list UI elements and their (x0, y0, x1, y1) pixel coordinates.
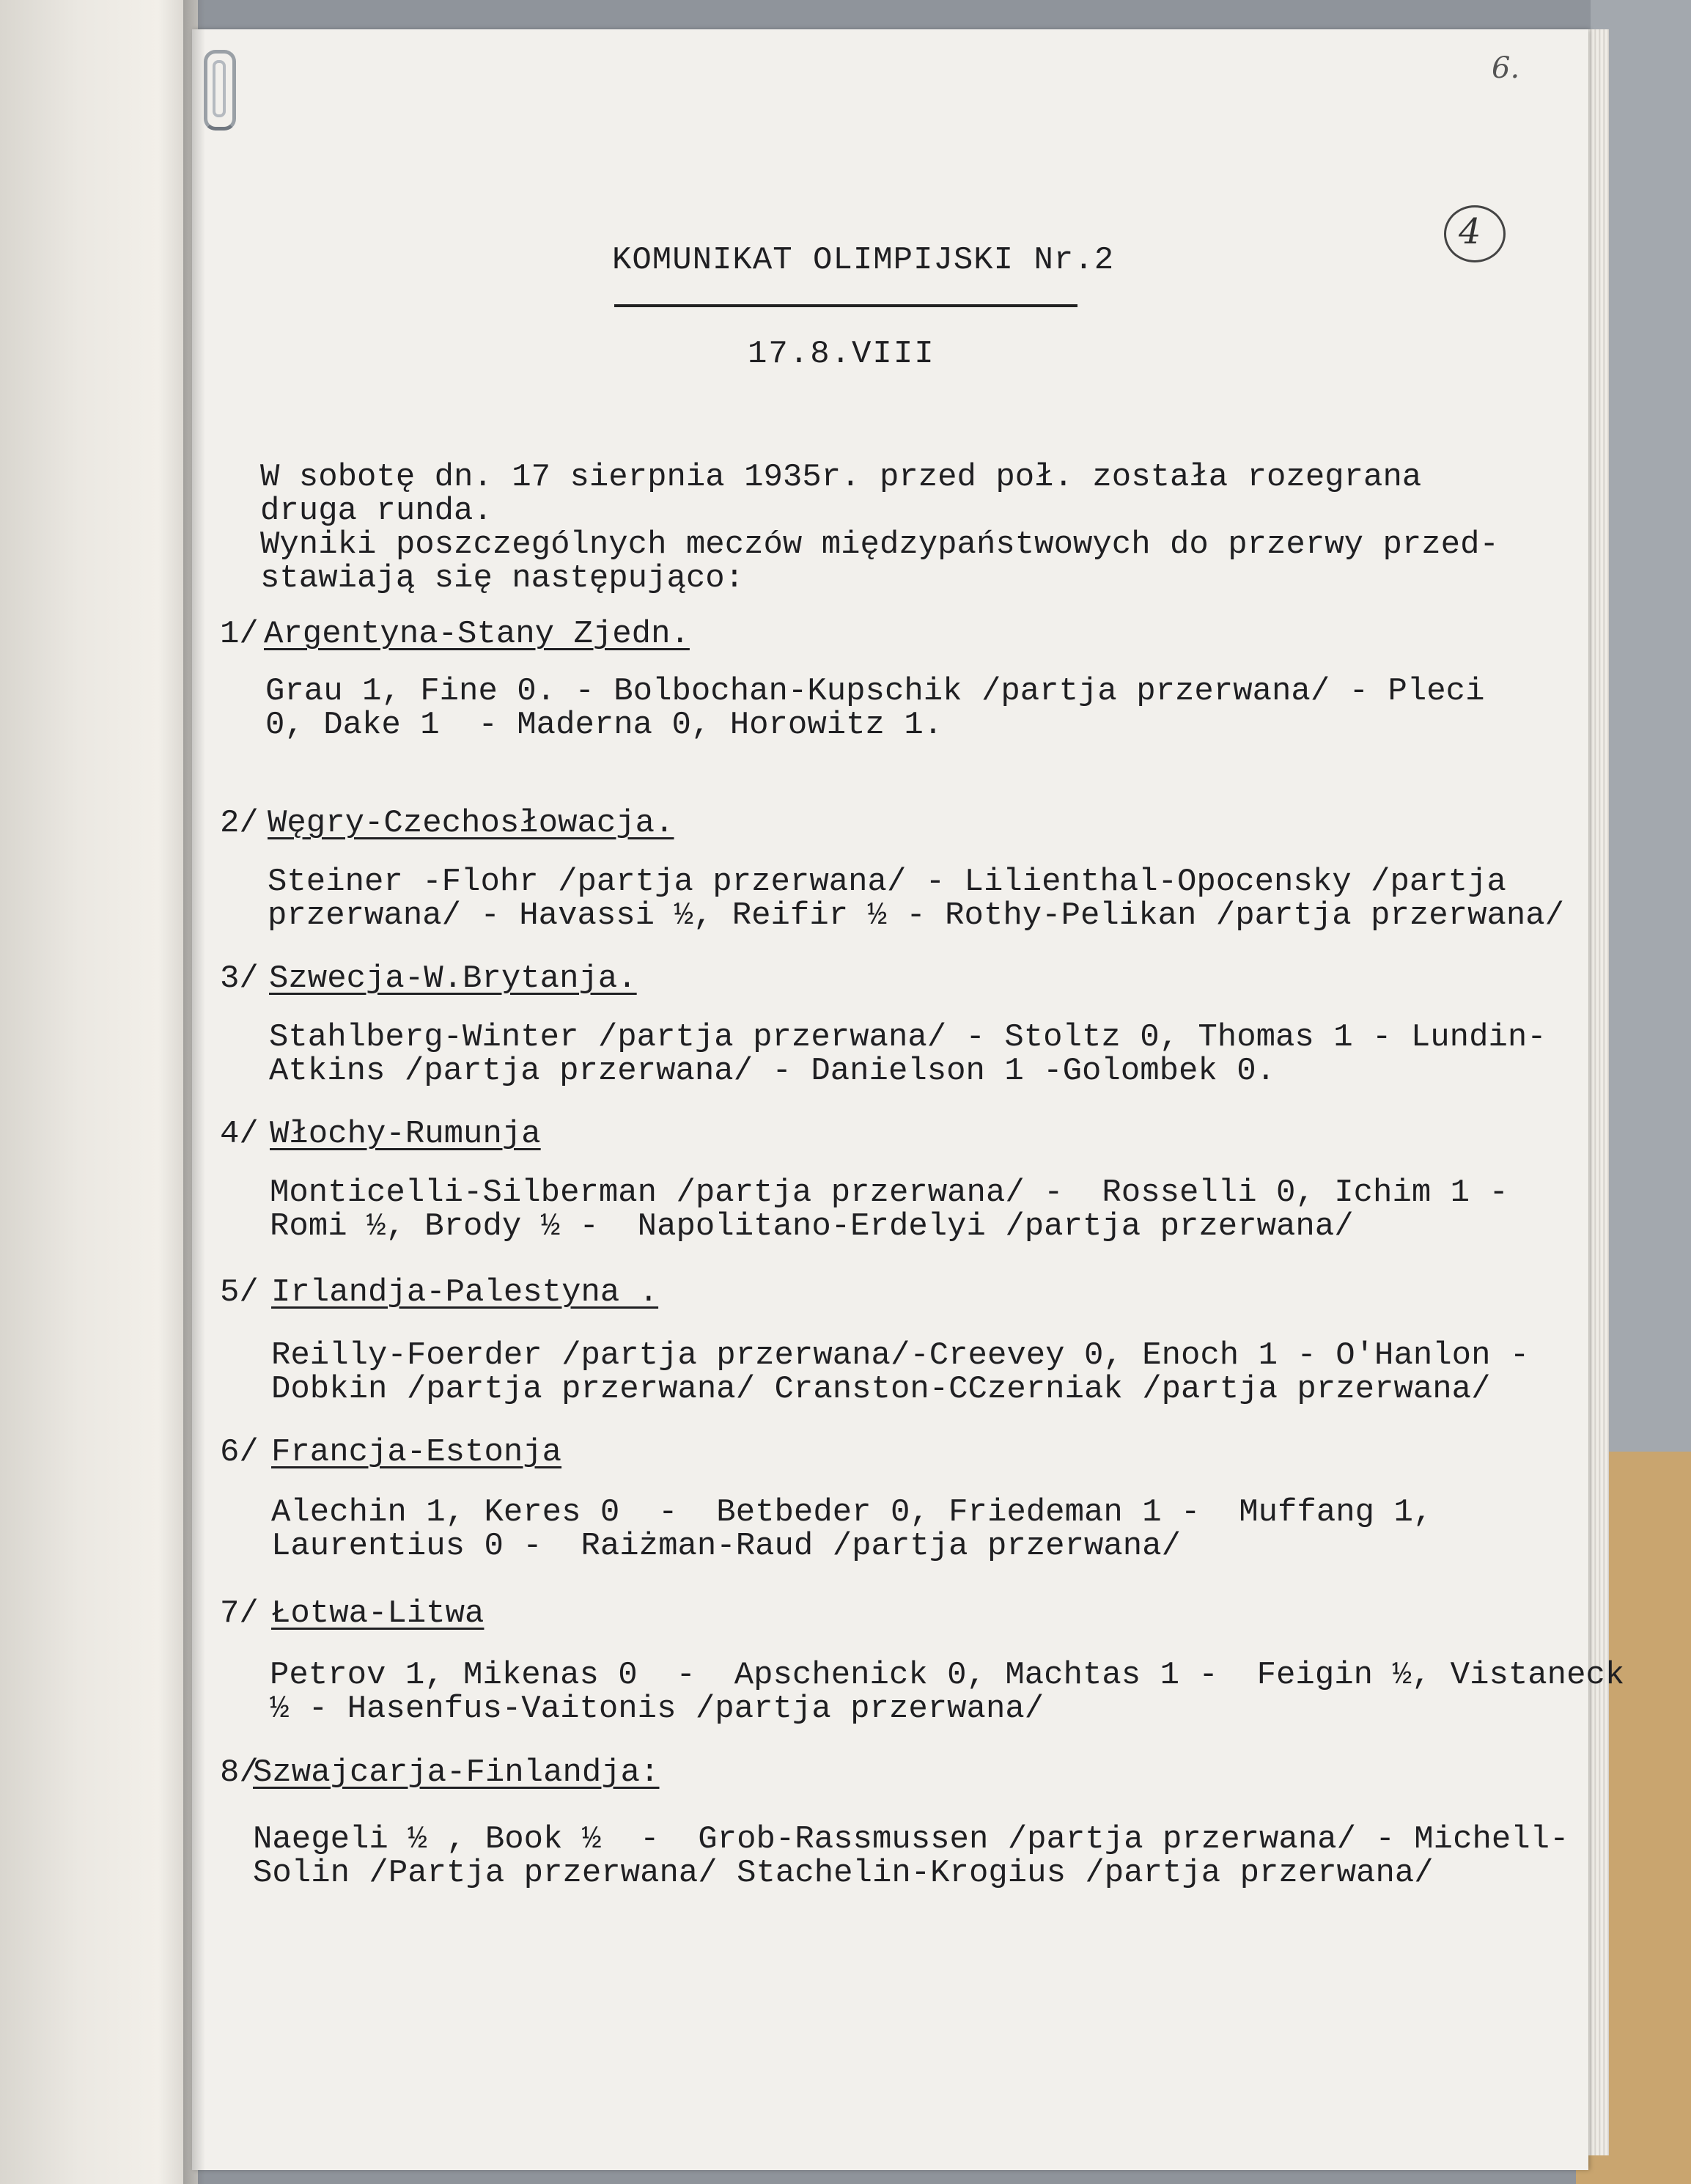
document-date: 17.8.VIII (748, 336, 935, 372)
match-number: 5/ (220, 1274, 259, 1311)
match-number: 2/ (220, 805, 259, 842)
match-number: 1/ (220, 616, 259, 652)
match-teams: Łotwa-Litwa (271, 1595, 485, 1632)
match-number: 7/ (220, 1595, 259, 1632)
intro-line: Wyniki poszczególnych meczów międzypaństwowych do przerwy przed- (260, 526, 1499, 563)
match-number: 6/ (220, 1434, 259, 1471)
match-teams: Szwecja-W.Brytanja. (269, 960, 637, 997)
match-result-line: Reilly-Foerder /partja przerwana/-Creevey 0, Enoch 1 - O'Hanlon - (271, 1337, 1530, 1374)
match-teams: Włochy-Rumunja (270, 1116, 541, 1152)
title-rule (614, 304, 1077, 307)
match-result-line: Atkins /partja przerwana/ - Danielson 1 -Golombek 0. (269, 1053, 1276, 1089)
paper-clip-inner (213, 60, 226, 117)
match-result-line: Laurentius 0 - Raiżman-Raud /partja przerwana/ (271, 1528, 1182, 1565)
page-number: 6. (1492, 51, 1520, 85)
match-teams: Irlandja-Palestyna . (271, 1274, 659, 1311)
match-number: 3/ (220, 960, 259, 997)
document-title: KOMUNIKAT OLIMPIJSKI Nr.2 (612, 242, 1115, 279)
match-result-line: Grau 1, Fine 0. - Bolbochan-Kupschik /partja przerwana/ - Pleci (265, 673, 1485, 710)
match-result-line: ½ - Hasenfus-Vaitonis /partja przerwana/ (270, 1691, 1045, 1727)
intro-line: W sobotę dn. 17 sierpnia 1935r. przed poł. została rozegrana (260, 459, 1422, 496)
match-teams: Węgry-Czechosłowacja. (268, 805, 674, 842)
match-result-line: Solin /Partja przerwana/ Stachelin-Krogius /partja przerwana/ (253, 1855, 1434, 1891)
match-result-line: Romi ½, Brody ½ - Napolitano-Erdelyi /partja przerwana/ (270, 1208, 1354, 1245)
match-result-line: Naegeli ½ , Book ½ - Grob-Rassmussen /partja przerwana/ - Michell- (253, 1821, 1569, 1858)
circled-number: 4 (1459, 211, 1481, 252)
match-result-line: Alechin 1, Keres 0 - Betbeder 0, Friedeman 1 - Muffang 1, (271, 1494, 1433, 1531)
binder-spine (0, 0, 198, 2184)
match-result-line: Steiner -Flohr /partja przerwana/ - Lilienthal-Opocensky /partja (268, 864, 1506, 900)
match-result-line: Stahlberg-Winter /partja przerwana/ - Stoltz 0, Thomas 1 - Lundin- (269, 1019, 1547, 1056)
match-number: 4/ (220, 1116, 259, 1152)
match-teams: Francja-Estonja (271, 1434, 562, 1471)
match-teams: Szwajcarja-Finlandja: (253, 1754, 660, 1791)
match-result-line: 0, Dake 1 - Maderna 0, Horowitz 1. (265, 707, 943, 743)
match-number: 8/ (220, 1754, 259, 1791)
match-result-line: Dobkin /partja przerwana/ Cranston-CCzerniak /partja przerwana/ (271, 1371, 1491, 1408)
intro-line: druga runda. (260, 493, 493, 529)
match-result-line: Petrov 1, Mikenas 0 - Apschenick 0, Machtas 1 - Feigin ½, Vistaneck (270, 1657, 1625, 1694)
match-result-line: Monticelli-Silberman /partja przerwana/ - Rosselli 0, Ichim 1 - (270, 1174, 1508, 1211)
intro-line: stawiają się następująco: (260, 560, 745, 597)
match-teams: Argentyna-Stany Zjedn. (264, 616, 690, 652)
binder-shadow (183, 0, 205, 2184)
match-result-line: przerwana/ - Havassi ½, Reifir ½ - Rothy-Pelikan /partja przerwana/ (268, 897, 1565, 934)
